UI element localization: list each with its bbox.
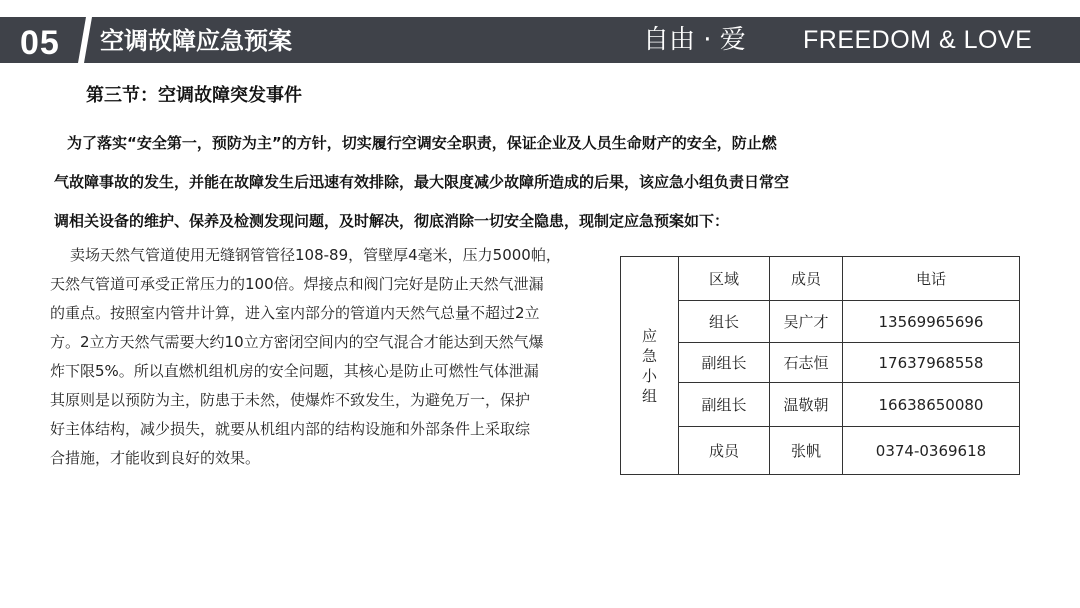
table-cell: 副组长 (679, 343, 770, 383)
table-cell: 石志恒 (770, 343, 843, 383)
table-row (621, 427, 1020, 475)
emergency-team-table (620, 256, 1020, 475)
table-row (621, 343, 1020, 383)
header-title: 空调故障应急预案 (100, 27, 292, 55)
intro-paragraph (54, 133, 844, 250)
body-line: 天然气管道可承受正常压力的100倍。焊接点和阀门完好是防止天然气泄漏 (50, 275, 544, 293)
table-cell: 0374-0369618 (843, 427, 1020, 475)
section-number: 05 (20, 24, 60, 62)
intro-line: 气故障事故的发生，并能在故障发生后迅速有效排除，最大限度减少故障所造成的后果，该应急小组负责日常空 (54, 173, 790, 191)
header-motto: 自由 · 爱 (643, 25, 746, 55)
body-line: 方。2立方天然气需要大约10立方密闭空间内的空气混合才能达到天然气爆 (50, 333, 544, 351)
table-cell: 16638650080 (843, 383, 1020, 427)
header-english-motto: FREEDOM & LOVE (803, 26, 1033, 54)
intro-line: 为了落实“安全第一，预防为主”的方针，切实履行空调安全职责，保证企业及人员生命财产的安全，防止燃 (67, 134, 777, 152)
table-cell: 吴广才 (770, 301, 843, 343)
table-cell: 13569965696 (843, 301, 1020, 343)
divider-slash-icon (78, 17, 92, 63)
table-cell: 副组长 (679, 383, 770, 427)
table-cell: 17637968558 (843, 343, 1020, 383)
column-header: 成员 (770, 257, 843, 301)
header-bar (0, 17, 1080, 63)
body-paragraph (50, 246, 590, 478)
body-line: 合措施，才能收到良好的效果。 (50, 449, 261, 467)
body-line: 的重点。按照室内管井计算，进入室内部分的管道内天然气总量不超过2立 (50, 304, 540, 322)
table-cell: 成员 (679, 427, 770, 475)
intro-line: 调相关设备的维护、保养及检测发现问题，及时解决，彻底消除一切安全隐患，现制定应急预案如下： (54, 212, 730, 230)
group-label: 应急小组 (641, 326, 657, 405)
table-cell: 组长 (679, 301, 770, 343)
section-subtitle: 第三节：空调故障突发事件 (86, 85, 302, 106)
body-line: 炸下限5%。所以直燃机组机房的安全问题，其核心是防止可燃性气体泄漏 (50, 362, 539, 380)
table-row (621, 383, 1020, 427)
table-header-row (621, 257, 1020, 301)
group-label-cell (621, 257, 679, 475)
body-line: 其原则是以预防为主，防患于未然，使爆炸不致发生，为避免万一，保护 (50, 391, 531, 409)
column-header: 区域 (679, 257, 770, 301)
table-row (621, 301, 1020, 343)
table-cell: 张帆 (770, 427, 843, 475)
body-line: 卖场天然气管道使用无缝钢管管径108-89，管壁厚4毫米，压力5000帕， (70, 246, 561, 264)
column-header: 电话 (843, 257, 1020, 301)
body-line: 好主体结构，减少损失，就要从机组内部的结构设施和外部条件上采取综 (50, 420, 531, 438)
table-cell: 温敬朝 (770, 383, 843, 427)
